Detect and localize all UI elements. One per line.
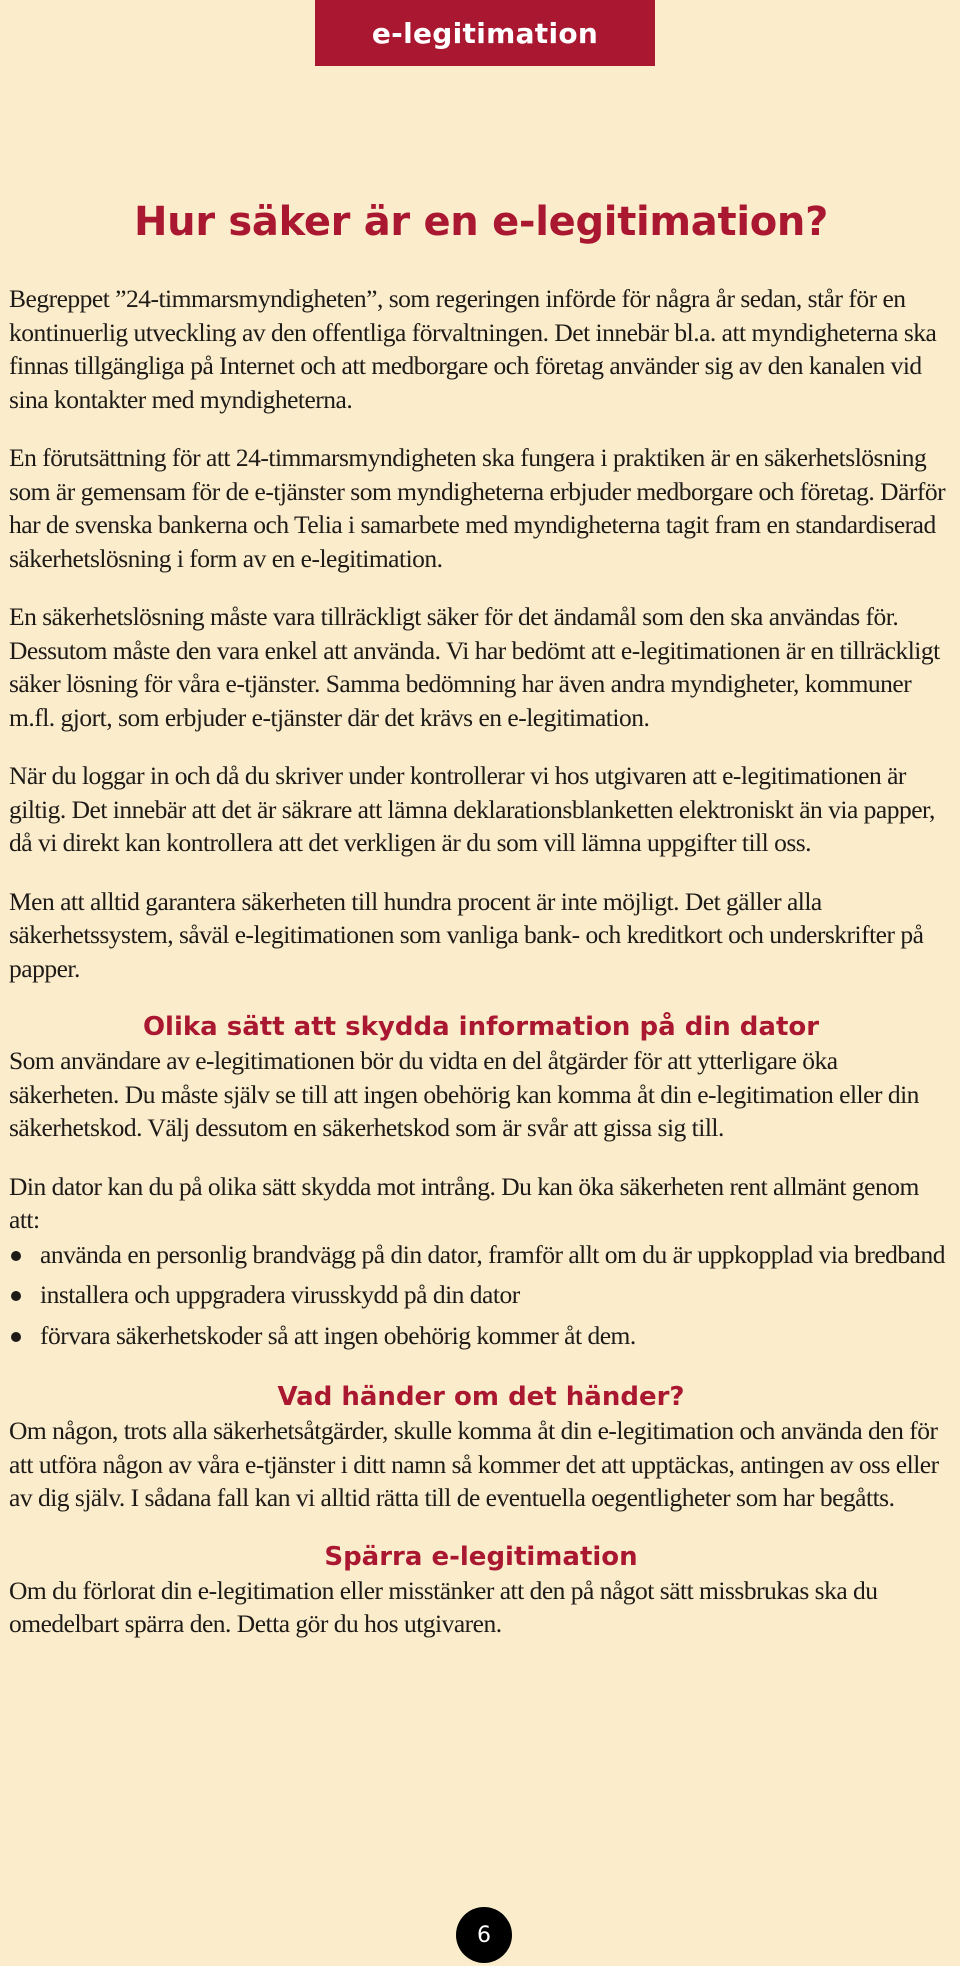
paragraph-intro-3: En säkerhetslösning måste vara tillräckligt säker för det ändamål som den ska användas för. Dessutom måste den vara enkel att använda. Vi har bedömt att e-legitimationen är en tillräckligt säker lösning för våra e-tjänster. Samma bedömning har även andra myndigheter, kommuner m.fl. gjort, som erbjuder e-tjänster där det krävs en e-legitimation. (9, 602, 940, 732)
paragraph-intro-4: När du loggar in och då du skriver under kontrollerar vi hos utgivaren att e-legitimationen är giltig. Det innebär att det är säkrare att lämna deklarationsblanketten elektroniskt än via papper, då vi direkt kan kontrollera att det verkligen är du som vill lämna uppgifter till oss. (9, 761, 935, 857)
list-item: använda en personlig brandvägg på din dator, framför allt om du är uppkopplad via bredband (9, 1238, 953, 1272)
heading-protect: Olika sätt att skydda information på din dator (142, 1012, 820, 1042)
paragraph-block: Om du förlorat din e-legitimation eller misstänker att den på något sätt missbrukas ska du omedelbart spärra den. Detta gör du hos utgivaren. (9, 1575, 878, 1638)
paragraph-intro-2: En förutsättning för att 24-timmarsmyndigheten ska fungera i praktiken är en säkerhetslösning som är gemensam för de e-tjänster som myndigheterna erbjuder medborgare och företag. Därför har de svenska bankerna och Telia i samarbete med myndigheterna tagit fram en standardiserad säkerhetslösning i form av en e-legitimation. (9, 443, 946, 573)
heading-incident: Vad händer om det händer? (277, 1382, 685, 1412)
list-item: förvara säkerhetskoder så att ingen obehörig kommer åt dem. (9, 1319, 953, 1353)
paragraph-incident: Om någon, trots alla säkerhetsåtgärder, skulle komma åt din e-legitimation och använda den för att utföra någon av våra e-tjänster i ditt namn så kommer det att upptäckas, antingen av oss eller av dig själv. I sådana fall kan vi alltid rätta till de eventuella oegentligheter som har begåtts. (9, 1416, 939, 1512)
page-number-badge (456, 1907, 512, 1963)
paragraph-intro-1: Begreppet ”24-timmarsmyndigheten”, som regeringen införde för några år sedan, står för en kontinuerlig utveckling av den offentliga förvaltningen. Det innebär bl.a. att myndigheterna ska finnas tillgängliga på Internet och att medborgare och företag använder sig av den kanalen vid sina kontakter med myndigheterna. (9, 284, 937, 414)
document-body (9, 196, 953, 1666)
section-header-tab (315, 0, 655, 66)
paragraph-intro-5: Men att alltid garantera säkerheten till hundra procent är inte möjligt. Det gäller alla säkerhetssystem, såväl e-legitimationen som vanliga bank- och kreditkort och underskrifter på papper. (9, 886, 924, 983)
section-header-label: e-legitimation (371, 16, 599, 50)
paragraph-protect-2: Din dator kan du på olika sätt skydda mot intrång. Du kan öka säkerheten rent allmänt genom att: (9, 1171, 919, 1234)
paragraph-protect-1: Som användare av e-legitimationen bör du vidta en del åtgärder för att ytterligare öka säkerheten. Du måste själv se till att ingen obehörig kan komma åt din e-legitimation eller din säkerhetskod. Välj dessutom en säkerhetskod som är svår att gissa sig till. (9, 1046, 919, 1142)
page-number: 6 (477, 1922, 491, 1948)
page-title: Hur säker är en e-legitimation? (133, 199, 828, 245)
list-item: installera och uppgradera virusskydd på din dator (9, 1278, 953, 1312)
protect-bullet-list (9, 1238, 953, 1353)
heading-block: Spärra e-legitimation (324, 1541, 638, 1572)
